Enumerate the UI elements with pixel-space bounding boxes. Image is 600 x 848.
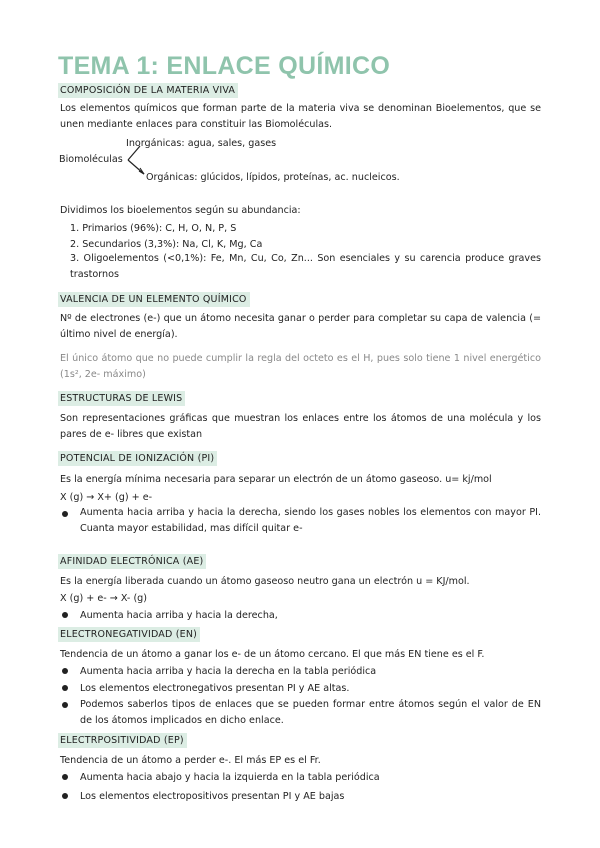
heading-electropositividad: ELECTRPOSITIVIDAD (EP) <box>58 733 187 748</box>
biomoleculas-label: Biomoléculas <box>59 154 123 165</box>
heading-lewis: ESTRUCTURAS DE LEWIS <box>58 391 185 406</box>
heading-composicion: COMPOSICIÓN DE LA MATERIA VIVA <box>58 83 238 98</box>
composicion-intro: Los elementos químicos que forman parte de la materia viva se denominan Bioelementos, que se unen mediante enlaces para constituir las Biomoléculas. <box>60 103 541 130</box>
ionizacion-line1: Es la energía mínima necesaria para separar un electrón de un átomo gaseoso. u= kj/mol <box>60 474 492 485</box>
bullet-icon <box>62 793 68 799</box>
bullet-icon <box>62 685 68 691</box>
valencia-note: El único átomo que no puede cumplir la regla del octeto es el H, pues solo tiene 1 nivel energético (1s², 2e- máximo) <box>60 353 541 380</box>
biomoleculas-organicas: Orgánicas: glúcidos, lípidos, proteínas, ac. nucleicos. <box>146 172 400 183</box>
electropositividad-bullet: Los elementos electropositivos presentan PI y AE bajas <box>80 791 345 802</box>
division-intro: Dividimos los bioelementos según su abundancia: <box>60 205 301 216</box>
lewis-text: Son representaciones gráficas que muestran los enlaces entre los átomos de una molécula y los pares de e- libres que existan <box>60 413 541 440</box>
afinidad-line1: Es la energía liberada cuando un átomo gaseoso neutro gana un electrón u = KJ/mol. <box>60 576 470 587</box>
heading-valencia: VALENCIA DE UN ELEMENTO QUÍMICO <box>58 292 250 307</box>
electronegatividad-bullet: Aumenta hacia arriba y hacia la derecha en la tabla periódica <box>80 666 377 677</box>
biomoleculas-inorganicas: Inorgánicas: agua, sales, gases <box>126 138 277 149</box>
list-item: 3. Oligoelementos (<0,1%): Fe, Mn, Cu, Co, Zn... Son esenciales y su carencia produce graves trastornos <box>70 253 541 280</box>
electronegatividad-bullet: Podemos saberlos tipos de enlaces que se pueden formar entre átomos según el valor de EN de los átomos implicados en dicho enlace. <box>80 699 541 726</box>
bullet-icon <box>62 612 68 618</box>
heading-afinidad: AFINIDAD ELECTRÓNICA (AE) <box>58 554 206 569</box>
ionizacion-bullet: Aumenta hacia arriba y hacia la derecha, siendo los gases nobles los elementos con mayor PI. Cuanta mayor estabilidad, mas difícil quitar e- <box>80 507 541 534</box>
list-item: 1. Primarios (96%): C, H, O, N, P, S <box>70 223 237 234</box>
page-title: TEMA 1: ENLACE QUÍMICO <box>58 52 391 80</box>
bullet-icon <box>62 702 68 708</box>
bullet-icon <box>62 774 68 780</box>
bullet-icon <box>62 668 68 674</box>
valencia-text: Nº de electrones (e-) que un átomo necesita ganar o perder para completar su capa de valencia (= último nivel de energía). <box>60 313 541 340</box>
heading-ionizacion: POTENCIAL DE IONIZACIÓN (PI) <box>58 451 217 466</box>
ionizacion-line2: X (g) → X+ (g) + e- <box>60 492 153 503</box>
electronegatividad-line1: Tendencia de un átomo a ganar los e- de un átomo cercano. El que más EN tiene es el F. <box>60 649 485 660</box>
electropositividad-line1: Tendencia de un átomo a perder e-. El más EP es el Fr. <box>60 755 321 766</box>
electropositividad-bullet: Aumenta hacia abajo y hacia la izquierda en la tabla periódica <box>80 772 380 783</box>
list-item: 2. Secundarios (3,3%): Na, Cl, K, Mg, Ca <box>70 239 263 250</box>
afinidad-line2: X (g) + e- → X- (g) <box>60 593 148 604</box>
electronegatividad-bullet: Los elementos electronegativos presentan PI y AE altas. <box>80 683 350 694</box>
heading-electronegatividad: ELECTRONEGATIVIDAD (EN) <box>58 627 200 642</box>
bracket-arrow-icon <box>126 140 148 180</box>
bullet-icon <box>62 511 68 517</box>
afinidad-bullet: Aumenta hacia arriba y hacia la derecha, <box>80 610 278 621</box>
